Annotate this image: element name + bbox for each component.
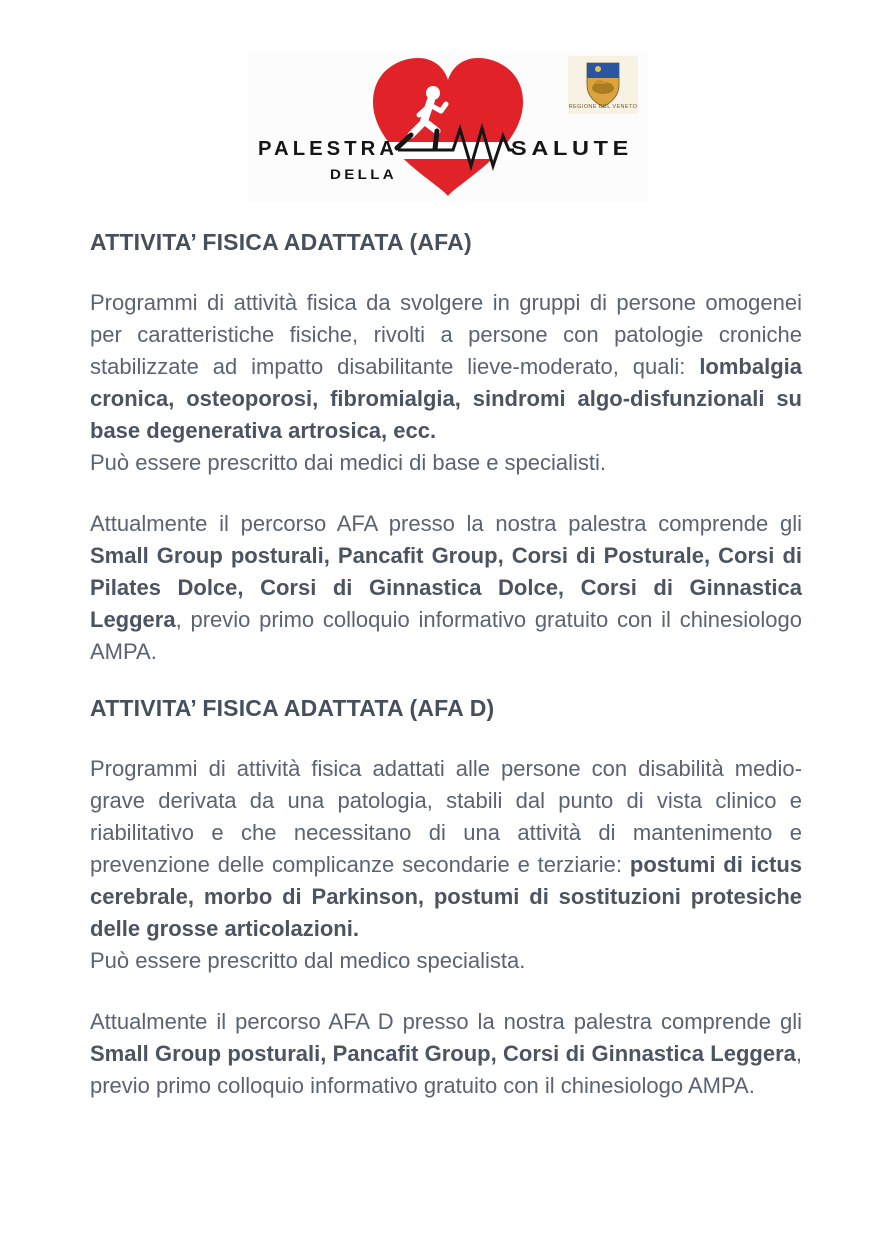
afa-d-description-paragraph: Programmi di attività fisica adattati alle persone con disabilità medio-grave derivata da una patologia, stabili dal punto di vista clinico e riabilitativo e che necessitano di una attività di mantenimento e prevenzione delle complicanze secondarie e terziarie: postumi di ictus cerebrale, morbo di Parkinson, postumi di sostituzioni protesiche delle grosse articolazioni. Può essere prescritto dal medico specialista. bbox=[90, 756, 802, 973]
logo-graphic bbox=[248, 52, 648, 202]
section-afa bbox=[90, 226, 802, 668]
brand-salute: SALUTE bbox=[511, 138, 633, 160]
section-afa-d-heading: ATTIVITA’ FISICA ADATTATA (AFA D) bbox=[90, 695, 495, 721]
section-afa-heading: ATTIVITA’ FISICA ADATTATA (AFA) bbox=[90, 229, 472, 255]
palestra-della-salute-logo bbox=[248, 52, 648, 202]
brand-palestra: PALESTRA bbox=[258, 138, 398, 160]
afa-courses-paragraph: Attualmente il percorso AFA presso la nostra palestra comprende gli Small Group posturali, Pancafit Group, Corsi di Posturale, Corsi di Pilates Dolce, Corsi di Ginnastica Dolce, Corsi di Ginnastica Leggera, previo primo colloquio informativo gratuito con il chinesiologo AMPA. bbox=[90, 511, 802, 664]
crest-caption: REGIONE DEL VENETO bbox=[568, 104, 638, 110]
brand-della: DELLA bbox=[330, 167, 397, 182]
document-body bbox=[90, 202, 802, 1102]
section-afa-d bbox=[90, 692, 802, 1102]
afa-description-paragraph: Programmi di attività fisica da svolgere in gruppi di persone omogenei per caratteristiche fisiche, rivolti a persone con patologie croniche stabilizzate ad impatto disabilitante lieve-moderato, quali: lombalgia cronica, osteoporosi, fibromialgia, sindromi algo-disfunzionali su base degenerativa artrosica, ecc. Può essere prescritto dai medici di base e specialisti. bbox=[90, 290, 802, 475]
afa-d-courses-paragraph: Attualmente il percorso AFA D presso la nostra palestra comprende gli Small Group posturali, Pancafit Group, Corsi di Ginnastica Leggera, previo primo colloquio informativo gratuito con il chinesiologo AMPA. bbox=[90, 1009, 802, 1098]
